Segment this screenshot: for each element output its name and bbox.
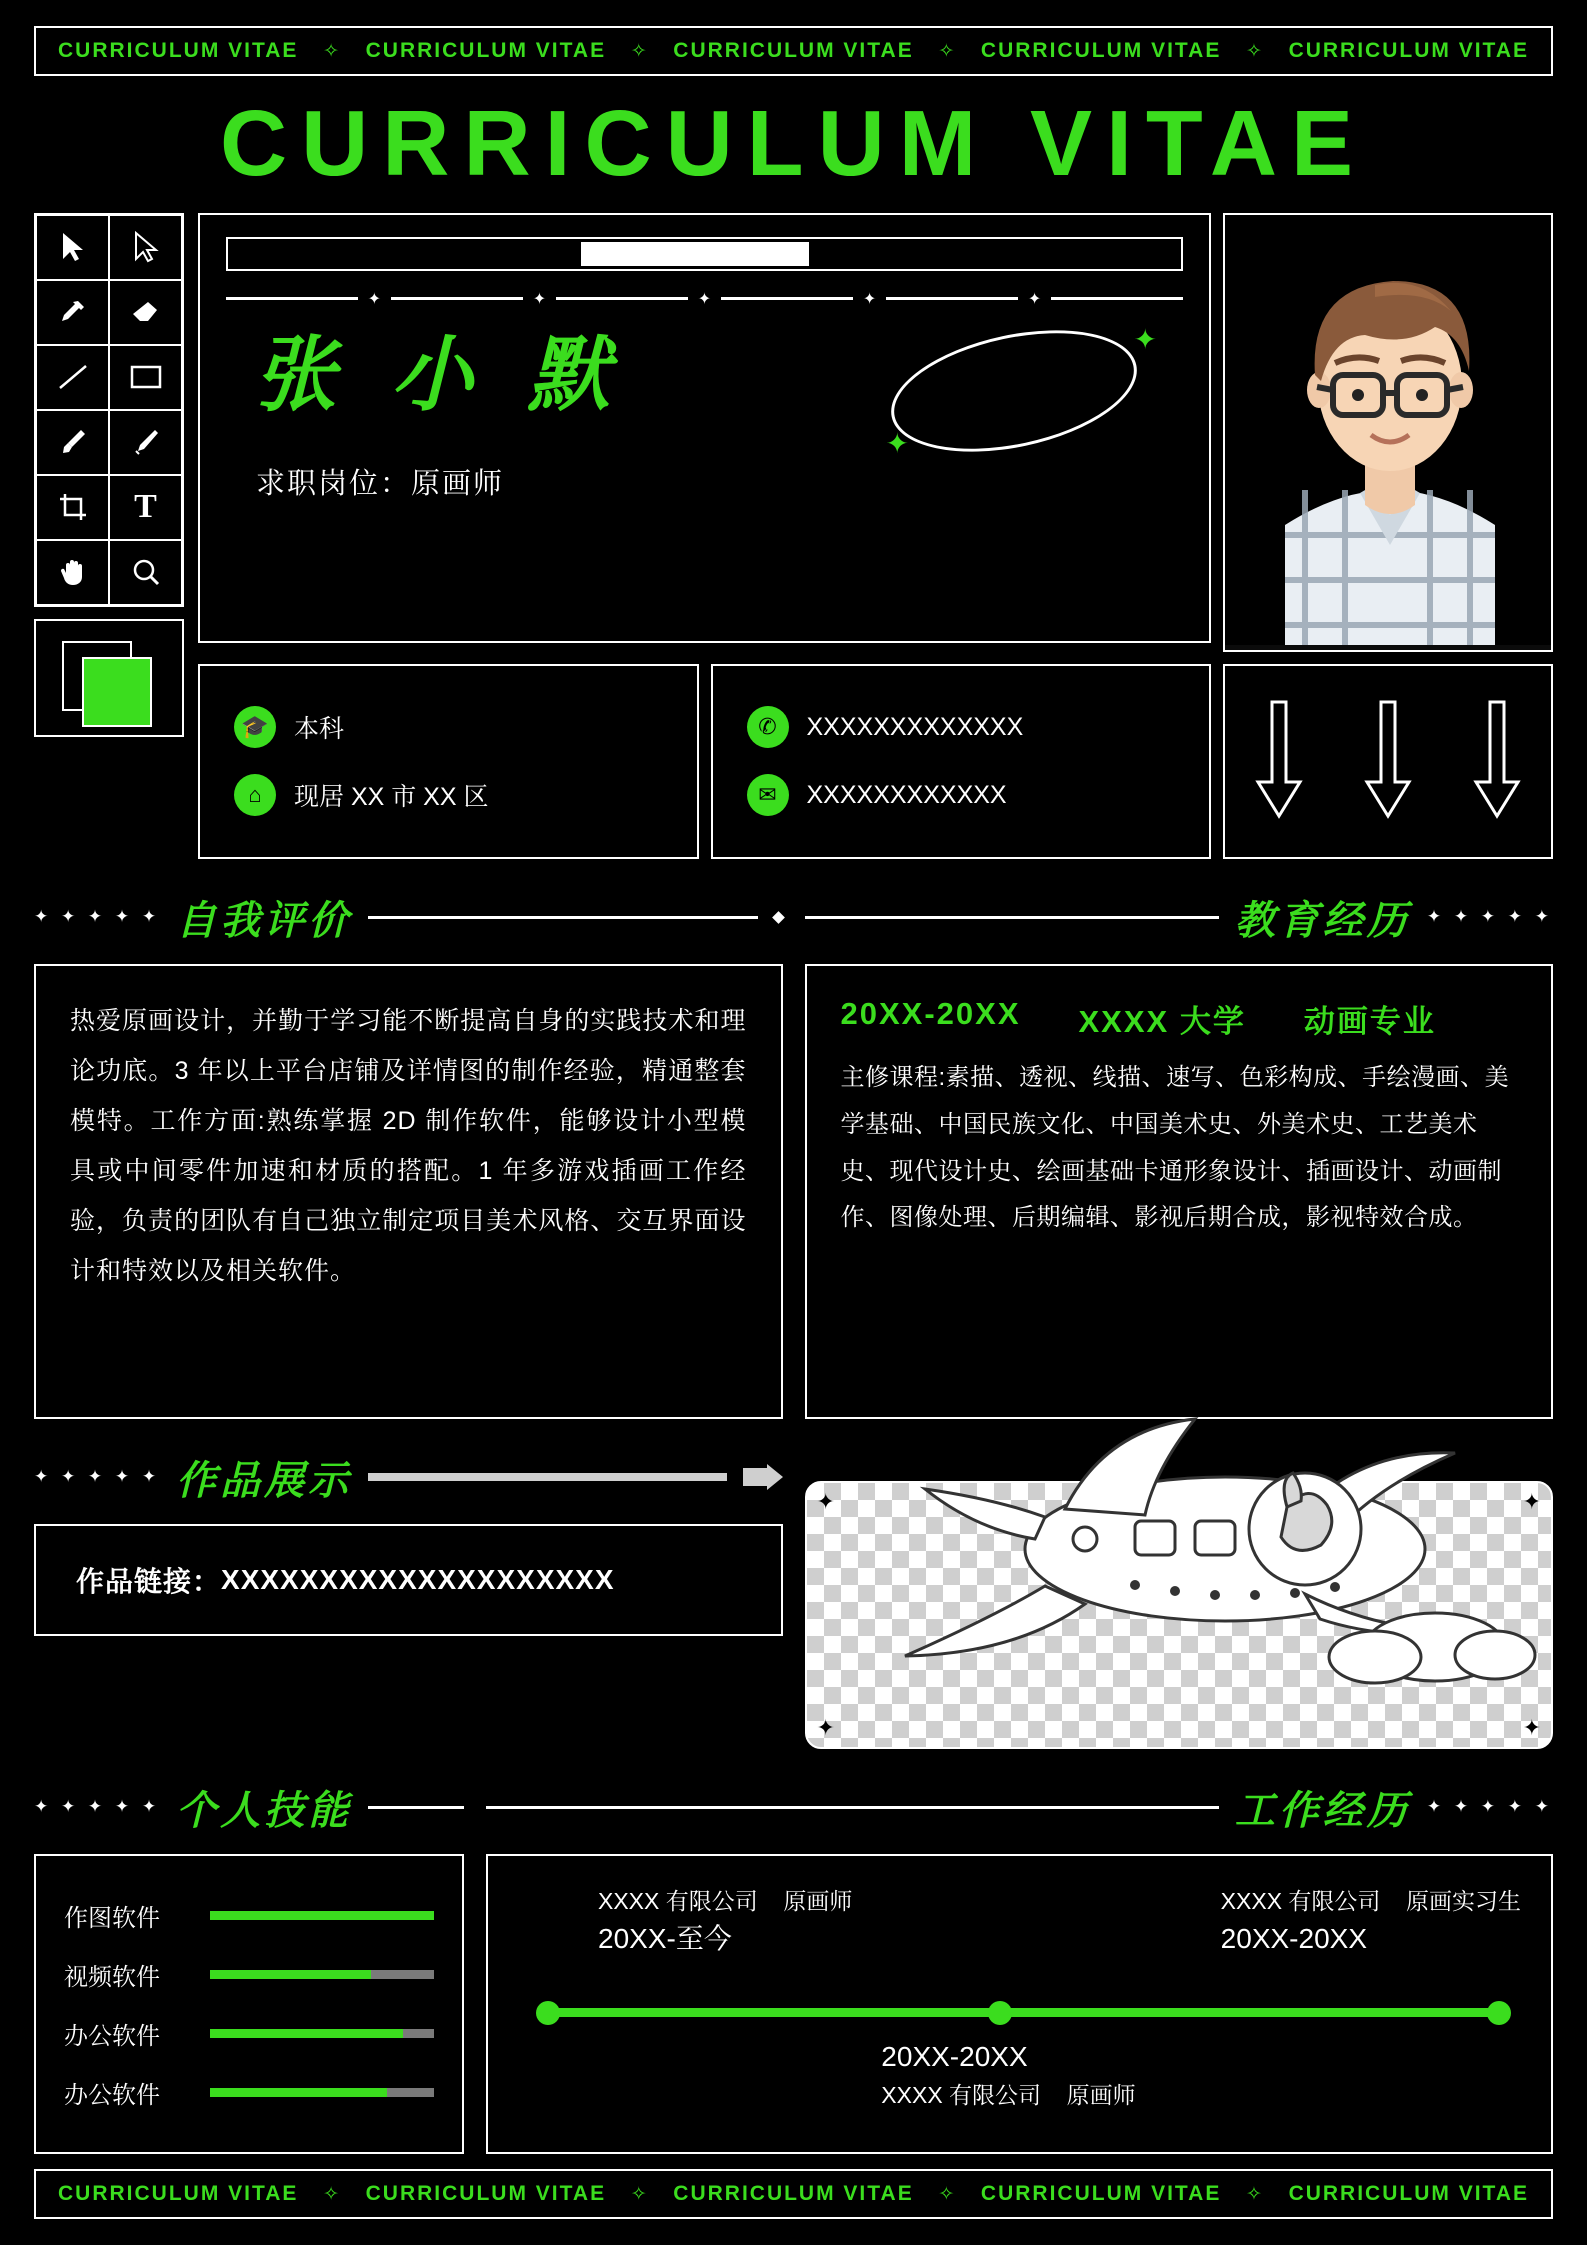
move-cursor-tool[interactable] — [36, 215, 109, 280]
airplane-illustration — [835, 1389, 1555, 1719]
education-years: 20XX-20XX — [840, 995, 1021, 1031]
skills-panel — [34, 1854, 464, 2154]
marquee-item: CURRICULUM VITAE — [673, 39, 914, 62]
toolbox — [34, 213, 184, 859]
section-title: 教育经历 — [1234, 898, 1411, 943]
zoom-tool[interactable] — [109, 540, 182, 605]
section-title: 工作经历 — [1234, 1788, 1411, 1833]
skill-label: 办公软件 — [64, 2022, 160, 2050]
info-email-value: XXXXXXXXXXXX — [806, 780, 1007, 809]
info-address — [234, 774, 663, 816]
section-header-portfolio — [34, 1449, 783, 1506]
eraser-tool[interactable] — [109, 280, 182, 345]
skill-row — [64, 2016, 434, 2051]
marquee-separator-icon: ✧ — [938, 2183, 957, 2205]
portfolio-link-value: XXXXXXXXXXXXXXXXXXXX — [221, 1563, 615, 1595]
skill-bar — [210, 1970, 434, 1979]
portfolio-link-row[interactable] — [34, 1524, 783, 1636]
info-education — [234, 706, 663, 748]
foreground-color-swatch[interactable] — [82, 657, 152, 727]
phone-icon: ✆ — [747, 706, 789, 748]
work-timeline-node — [536, 2001, 560, 2025]
skill-bar — [210, 2088, 434, 2097]
profile-block — [34, 213, 1553, 859]
rectangle-tool[interactable] — [109, 345, 182, 410]
hand-tool[interactable] — [36, 540, 109, 605]
diamond-decoration-icon: ✦ ✦ ✦ ✦ ✦ — [1426, 907, 1553, 927]
work-experience-panel — [486, 1854, 1553, 2154]
sparkle-icon: ✦ — [1133, 323, 1157, 355]
marquee-item: CURRICULUM VITAE — [1288, 39, 1529, 62]
self-evaluation-text: 热爱原画设计，并勤于学习能不断提高自身的实践技术和理论功底。3 年以上平台店铺及详情图的制作经验，精通整套模特。工作方面:熟练掌握 2D 制作软件，能够设计小型模具或中间零件加速和材质的搭配。1 年多游戏插画工作经验，负责的团队有自己独立制定项目美术风格、交互界面设计和特效以及相关软件。 — [70, 1006, 747, 1285]
marquee-item: CURRICULUM VITAE — [980, 2182, 1222, 2205]
skill-row — [64, 2075, 434, 2110]
bottom-marquee-strip — [34, 2169, 1553, 2219]
skill-label: 作图软件 — [64, 1904, 160, 1932]
marquee-separator-icon: ✧ — [1246, 2183, 1264, 2205]
marquee-item: CURRICULUM VITAE — [980, 39, 1222, 62]
marquee-separator-icon: ✧ — [1246, 40, 1264, 62]
education-panel — [805, 964, 1554, 1419]
sparkle-icon: ✦ — [816, 1488, 835, 1514]
marquee-separator-icon: ✧ — [323, 2183, 341, 2205]
text-tool[interactable]: T — [109, 475, 182, 540]
brush-tool[interactable] — [36, 410, 109, 475]
section-header-work — [486, 1779, 1553, 1836]
self-evaluation-panel — [34, 964, 783, 1419]
marquee-item: CURRICULUM VITAE — [1288, 2182, 1529, 2205]
crop-tool[interactable] — [36, 475, 109, 540]
line-tool[interactable] — [36, 345, 109, 410]
marquee-separator-icon: ✧ — [323, 40, 341, 62]
skill-label: 办公软件 — [64, 2081, 160, 2109]
skill-bar — [210, 2029, 434, 2038]
section-title: 作品展示 — [176, 1458, 353, 1503]
avatar — [1223, 213, 1553, 652]
job-target-label: 求职岗位： — [256, 467, 412, 500]
section-title: 个人技能 — [176, 1788, 353, 1833]
progress-bar — [226, 237, 1183, 271]
info-education-value: 本科 — [294, 715, 345, 744]
work-timeline-track — [548, 2008, 1505, 2017]
work-company: XXXX 有限公司 — [598, 1887, 758, 1914]
job-target-value: 原画师 — [411, 467, 505, 500]
work-role: 原画师 — [1066, 2081, 1136, 2108]
pen-tool[interactable] — [109, 410, 182, 475]
direct-select-tool[interactable] — [109, 215, 182, 280]
marquee-item: CURRICULUM VITAE — [365, 39, 607, 62]
work-timeline-node — [1487, 2001, 1511, 2025]
info-phone — [747, 706, 1176, 748]
work-entry-1 — [598, 1884, 852, 1961]
diamond-decoration-icon: ✦ ✦ ✦ ✦ ✦ — [34, 1467, 161, 1487]
education-heading — [841, 996, 1518, 1041]
eyedropper-tool[interactable] — [36, 280, 109, 345]
work-company: XXXX 有限公司 — [1220, 1887, 1381, 1914]
sparkle-icon: ✦ — [885, 427, 909, 459]
work-entry-2 — [881, 2036, 1135, 2113]
page-title: CURRICULUM VITAE — [219, 91, 1368, 195]
education-school: XXXX 大学 — [1078, 1003, 1246, 1039]
info-phone-value: XXXXXXXXXXXXX — [806, 712, 1024, 741]
candidate-name: 张 小 默 — [254, 329, 626, 421]
name-panel — [198, 213, 1211, 643]
progress-bar-fill — [581, 242, 810, 266]
work-period: 20XX-20XX — [881, 2040, 1028, 2072]
marquee-item: CURRICULUM VITAE — [673, 2182, 914, 2205]
diamond-decoration-icon: ✦ ✦ ✦ ✦ ✦ — [34, 1797, 161, 1817]
skill-row — [64, 1898, 434, 1933]
work-period: 20XX-20XX — [1220, 1923, 1367, 1955]
section-header-skills — [34, 1779, 464, 1836]
sparkle-icon: ✦ — [1522, 1488, 1541, 1514]
tool-grid — [34, 213, 184, 607]
work-period: 20XX-至今 — [598, 1923, 732, 1955]
arrow-right-icon — [743, 1464, 783, 1490]
contact-info-box — [711, 664, 1212, 859]
section-header-education — [805, 889, 1554, 946]
marquee-item: CURRICULUM VITAE — [58, 2182, 299, 2205]
skill-bar — [210, 1911, 434, 1920]
job-target — [256, 461, 1183, 502]
info-email — [747, 774, 1176, 816]
contact-row — [198, 664, 1553, 859]
work-timeline-node — [988, 2001, 1012, 2025]
mail-icon: ✉ — [747, 774, 789, 816]
top-marquee-strip — [34, 26, 1553, 76]
marquee-separator-icon: ✧ — [630, 40, 649, 62]
home-icon: ⌂ — [234, 774, 276, 816]
sparkle-icon: ✦ — [816, 1714, 835, 1740]
graduation-cap-icon: 🎓 — [234, 706, 276, 748]
marquee-separator-icon: ✧ — [630, 2183, 649, 2205]
skill-row — [64, 1957, 434, 1992]
color-swatches[interactable] — [34, 619, 184, 737]
sparkle-icon: ✦ — [1522, 1714, 1541, 1740]
identity-card — [198, 213, 1553, 859]
portfolio-link-label: 作品链接： — [76, 1565, 222, 1597]
marquee-item: CURRICULUM VITAE — [365, 2182, 607, 2205]
diamond-decoration-icon: ✦ ✦ ✦ ✦ ✦ — [1426, 1797, 1553, 1817]
work-entry-3 — [1221, 1884, 1521, 1961]
education-courses: 主修课程:素描、透视、线描、速写、色彩构成、手绘漫画、美学基础、中国民族文化、中国美术史、外美术史、工艺美术史、现代设计史、绘画基础卡通形象设计、插画设计、动画制作、图像处理、后期编辑、影视后期合成，影视特效合成。 — [840, 1063, 1510, 1232]
diamond-decoration-icon: ✦ ✦ ✦ ✦ ✦ — [34, 907, 161, 927]
info-address-value: 现居 XX 市 XX 区 — [294, 783, 489, 812]
section-title: 自我评价 — [176, 898, 353, 943]
marquee-separator-icon: ✧ — [938, 40, 957, 62]
marquee-item: CURRICULUM VITAE — [58, 39, 299, 62]
skill-label: 视频软件 — [64, 1963, 160, 1991]
decorative-arrows — [1223, 664, 1553, 859]
work-role: 原画师 — [783, 1887, 853, 1914]
decorative-dashed-line: ✦ ✦ ✦ ✦ ✦ — [226, 289, 1183, 309]
work-company: XXXX 有限公司 — [881, 2081, 1042, 2108]
education-major: 动画专业 — [1303, 1003, 1436, 1039]
basic-info-box — [198, 664, 699, 859]
section-header-self-evaluation — [34, 889, 783, 946]
work-role: 原画实习生 — [1406, 1887, 1521, 1914]
